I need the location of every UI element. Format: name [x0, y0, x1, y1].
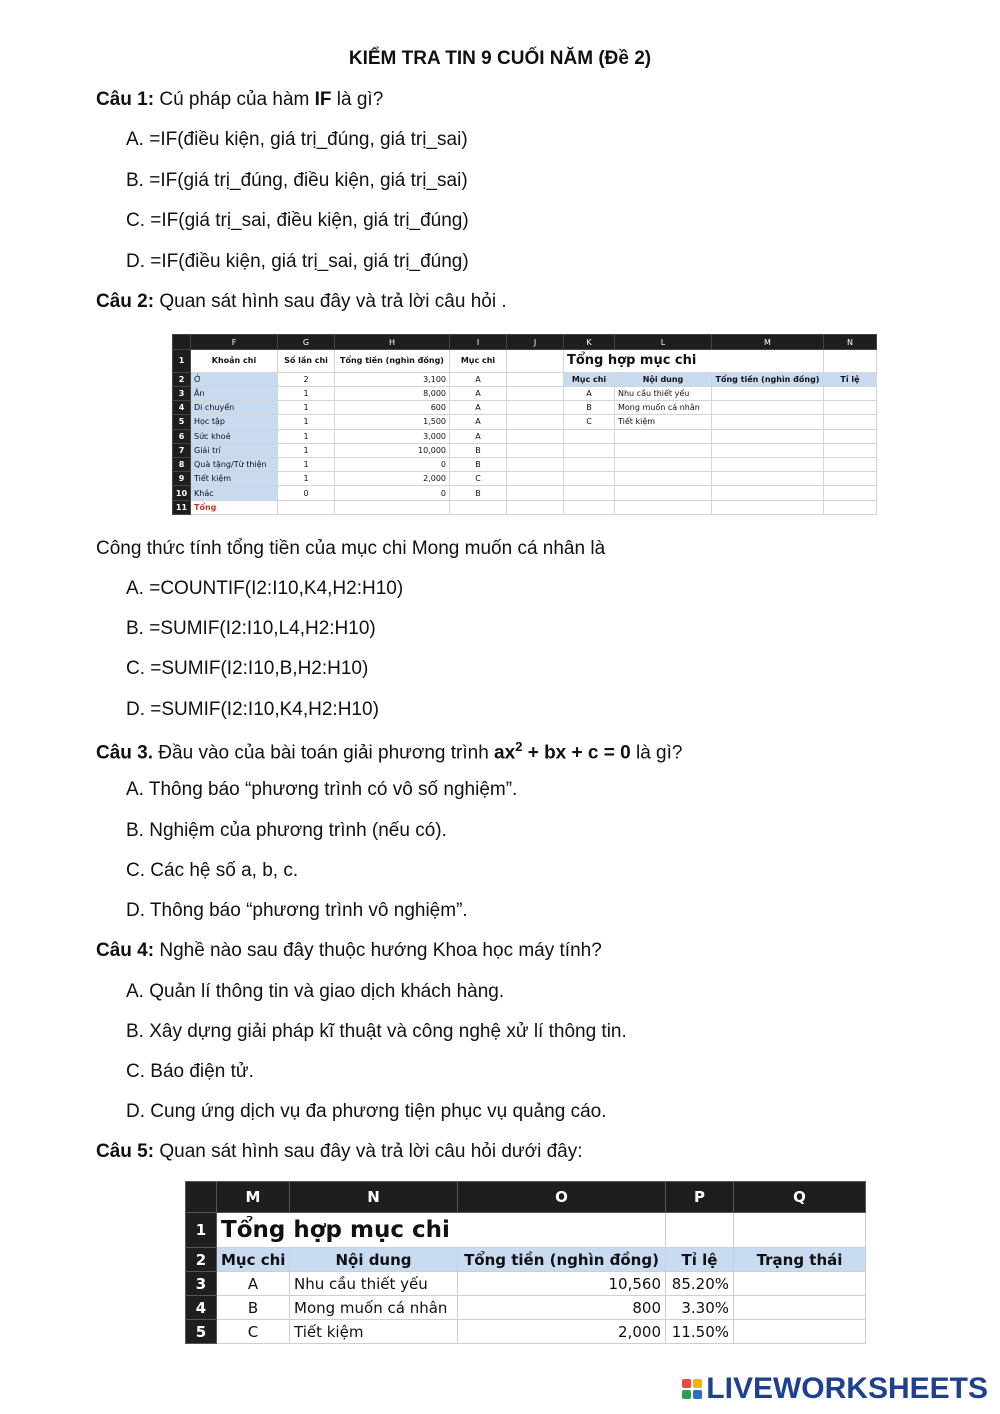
- table-header-cell: Tổng tiền (nghìn đồng): [458, 1248, 666, 1272]
- table-cell: 2: [278, 372, 335, 386]
- table-cell: B: [450, 443, 507, 457]
- question-text: Quan sát hình sau đây và trả lời câu hỏi dưới đây:: [154, 1141, 583, 1162]
- question-4: [96, 940, 602, 962]
- table-cell: Mong muốn cá nhân: [615, 401, 712, 415]
- table-cell: A: [450, 415, 507, 429]
- table-cell: A: [564, 386, 615, 400]
- table-cell: B: [217, 1296, 290, 1320]
- question-1: [96, 89, 383, 111]
- table-header-cell: Mục chi: [450, 350, 507, 372]
- table-cell: Khác: [191, 486, 278, 500]
- equation-part: + bx + c = 0: [522, 742, 631, 764]
- table-cell: 3,000: [335, 429, 450, 443]
- table-cell: B: [564, 401, 615, 415]
- table-cell: [507, 443, 564, 457]
- table-cell: [615, 458, 712, 472]
- q4-option-c[interactable]: C. Báo điện tử.: [126, 1061, 254, 1082]
- table-cell: [564, 458, 615, 472]
- column-header: L: [615, 335, 712, 350]
- table-cell: 10,000: [335, 443, 450, 457]
- row-number: 3: [173, 386, 191, 400]
- spreadsheet-summary: [185, 1181, 866, 1344]
- table-cell: [507, 500, 564, 514]
- column-header: J: [507, 335, 564, 350]
- table-row: [173, 500, 877, 514]
- table-cell: Nhu cầu thiết yếu: [290, 1272, 458, 1296]
- table-cell: [734, 1213, 866, 1248]
- table-cell: [564, 429, 615, 443]
- table-cell: 8,000: [335, 386, 450, 400]
- spreadsheet-expenses: [172, 334, 877, 515]
- column-header-row: [173, 335, 877, 350]
- question-3: [96, 739, 682, 764]
- q2-option-a[interactable]: A. =COUNTIF(I2:I10,K4,H2:H10): [126, 578, 404, 599]
- q3-option-c[interactable]: C. Các hệ số a, b, c.: [126, 860, 299, 881]
- equation-exponent: 2: [515, 739, 523, 754]
- q1-option-a[interactable]: A. =IF(điều kiện, giá trị_đúng, giá trị_sai): [126, 129, 468, 150]
- table-cell: C: [450, 472, 507, 486]
- column-header: O: [458, 1182, 666, 1213]
- table-row: [186, 1320, 866, 1344]
- summary-header-cell: Tổng tiền (nghìn đồng): [712, 372, 824, 386]
- table-cell: 2,000: [335, 472, 450, 486]
- table-cell: [507, 429, 564, 443]
- row-number: 4: [186, 1296, 217, 1320]
- table-row: [173, 486, 877, 500]
- q1-option-d[interactable]: D. =IF(điều kiện, giá trị_sai, giá trị_đúng): [126, 251, 469, 272]
- table-cell: [507, 401, 564, 415]
- table-cell: 800: [458, 1296, 666, 1320]
- row-number: 5: [173, 415, 191, 429]
- table-cell: A: [450, 386, 507, 400]
- table-cell: A: [450, 401, 507, 415]
- table-cell: Nhu cầu thiết yếu: [615, 386, 712, 400]
- page-title: KIỂM TRA TIN 9 CUỐI NĂM (Đề 2): [348, 48, 652, 69]
- question-label: Câu 4:: [96, 940, 155, 961]
- table-cell: [824, 500, 877, 514]
- equation-part: ax: [494, 742, 516, 764]
- table-cell: Ăn: [191, 386, 278, 400]
- column-header: K: [564, 335, 615, 350]
- table-cell: A: [450, 429, 507, 443]
- table-cell: C: [217, 1320, 290, 1344]
- summary-header-cell: Nội dung: [615, 372, 712, 386]
- q2-option-d[interactable]: D. =SUMIF(I2:I10,K4,H2:H10): [126, 699, 379, 720]
- table-cell: 11.50%: [666, 1320, 734, 1344]
- table-row: [173, 415, 877, 429]
- column-header: M: [217, 1182, 290, 1213]
- table-header-cell: Tổng tiền (nghìn đồng): [335, 350, 450, 372]
- table-cell: [712, 458, 824, 472]
- table-cell: 1: [278, 458, 335, 472]
- row-number: 8: [173, 458, 191, 472]
- question-5: [96, 1141, 583, 1163]
- column-header: I: [450, 335, 507, 350]
- table-cell: [712, 472, 824, 486]
- q2-option-b[interactable]: B. =SUMIF(I2:I10,L4,H2:H10): [126, 618, 376, 639]
- table-cell: [824, 401, 877, 415]
- table-cell: [824, 429, 877, 443]
- table-cell: [335, 500, 450, 514]
- row-number: 5: [186, 1320, 217, 1344]
- table-row: [173, 429, 877, 443]
- q1-option-c[interactable]: C. =IF(giá trị_sai, điều kiện, giá trị_đúng): [126, 210, 469, 231]
- table-cell: [450, 500, 507, 514]
- table-cell: B: [450, 458, 507, 472]
- table-row: [186, 1296, 866, 1320]
- table-cell: [564, 486, 615, 500]
- question-text-end: là gì?: [630, 742, 683, 764]
- table-cell: Di chuyển: [191, 401, 278, 415]
- table-cell: [734, 1296, 866, 1320]
- table-row: [173, 401, 877, 415]
- table-header-cell: Mục chi: [217, 1248, 290, 1272]
- table-cell: [734, 1320, 866, 1344]
- table-cell: Tiết kiệm: [290, 1320, 458, 1344]
- table-cell: 85.20%: [666, 1272, 734, 1296]
- table-row: [173, 350, 877, 372]
- logo-square: [693, 1379, 702, 1388]
- table-row: [173, 472, 877, 486]
- row-number: 3: [186, 1272, 217, 1296]
- table-cell: A: [450, 372, 507, 386]
- table-cell: 1: [278, 443, 335, 457]
- table-cell: [712, 500, 824, 514]
- table-cell: 1: [278, 472, 335, 486]
- table-row: [186, 1272, 866, 1296]
- q1-option-b[interactable]: B. =IF(giá trị_đúng, điều kiện, giá trị_sai): [126, 170, 468, 191]
- table-cell: [824, 415, 877, 429]
- table-cell: [824, 486, 877, 500]
- row-number: 11: [173, 500, 191, 514]
- table-cell: [712, 486, 824, 500]
- logo-square: [682, 1390, 691, 1399]
- table-cell: [712, 429, 824, 443]
- summary-header-cell: Mục chi: [564, 372, 615, 386]
- question-bold-text: IF: [314, 89, 332, 110]
- table-header-cell: Khoản chi: [191, 350, 278, 372]
- q4-option-d[interactable]: D. Cung ứng dịch vụ đa phương tiện phục vụ quảng cáo.: [126, 1101, 607, 1122]
- table-cell: Quà tặng/Từ thiện: [191, 458, 278, 472]
- table-cell: B: [450, 486, 507, 500]
- table-cell: 10,560: [458, 1272, 666, 1296]
- liveworksheets-logo: [682, 1372, 988, 1406]
- q3-option-b[interactable]: B. Nghiệm của phương trình (nếu có).: [126, 820, 447, 841]
- table-cell: Giải trí: [191, 443, 278, 457]
- table-cell: [615, 486, 712, 500]
- question-text-end: là gì?: [331, 89, 384, 110]
- row-number: 6: [173, 429, 191, 443]
- q4-option-a[interactable]: A. Quản lí thông tin và giao dịch khách hàng.: [126, 981, 505, 1002]
- column-header: P: [666, 1182, 734, 1213]
- table-row: [173, 458, 877, 472]
- table-cell: [824, 443, 877, 457]
- column-header: Q: [734, 1182, 866, 1213]
- q3-option-d[interactable]: D. Thông báo “phương trình vô nghiệm”.: [126, 900, 468, 921]
- table-cell: [824, 386, 877, 400]
- table-cell: 3.30%: [666, 1296, 734, 1320]
- table-cell: [507, 486, 564, 500]
- table-header-cell: Nội dung: [290, 1248, 458, 1272]
- row-number: 4: [173, 401, 191, 415]
- question-label: Câu 5:: [96, 1141, 155, 1162]
- table-cell: Tiết kiệm: [615, 415, 712, 429]
- table-cell: 0: [278, 486, 335, 500]
- table-row: [173, 372, 877, 386]
- table-cell: A: [217, 1272, 290, 1296]
- question-text: Quan sát hình sau đây và trả lời câu hỏi .: [154, 291, 507, 312]
- summary-title: Tổng hợp mục chi: [217, 1213, 666, 1248]
- table-cell: [507, 386, 564, 400]
- table-header-cell: Trạng thái: [734, 1248, 866, 1272]
- table-cell: [712, 443, 824, 457]
- column-header: F: [191, 335, 278, 350]
- question-2: [96, 291, 507, 313]
- table-cell: [824, 458, 877, 472]
- table-cell: Mong muốn cá nhân: [290, 1296, 458, 1320]
- table-cell: 0: [335, 458, 450, 472]
- table-cell: [507, 458, 564, 472]
- table-cell: [564, 443, 615, 457]
- column-header-row: [186, 1182, 866, 1213]
- summary-header-cell: Tỉ lệ: [824, 372, 877, 386]
- q3-option-a[interactable]: A. Thông báo “phương trình có vô số nghiệm”.: [126, 779, 518, 800]
- row-number: 2: [173, 372, 191, 386]
- table-cell: 2,000: [458, 1320, 666, 1344]
- table-cell: [615, 500, 712, 514]
- table-header-cell: Số lần chi: [278, 350, 335, 372]
- table-cell: [712, 415, 824, 429]
- table-row: [186, 1248, 866, 1272]
- logo-text: LIVEWORKSHEETS: [706, 1372, 988, 1405]
- table-cell: Tiết kiệm: [191, 472, 278, 486]
- liveworksheets-icon: [682, 1379, 702, 1399]
- sheet-corner: [186, 1182, 217, 1213]
- summary-title: Tổng hợp mục chi: [564, 350, 824, 372]
- table-cell: [564, 500, 615, 514]
- column-header: N: [290, 1182, 458, 1213]
- logo-square: [682, 1379, 691, 1388]
- table-cell: 3,100: [335, 372, 450, 386]
- table-cell: [712, 401, 824, 415]
- table-cell: 600: [335, 401, 450, 415]
- total-label: Tổng: [191, 500, 278, 514]
- logo-square: [693, 1390, 702, 1399]
- question-2-prompt: Công thức tính tổng tiền của mục chi Mong muốn cá nhân là: [96, 538, 606, 559]
- table-cell: [507, 350, 564, 372]
- table-cell: [615, 429, 712, 443]
- table-cell: [564, 472, 615, 486]
- table-cell: 1: [278, 429, 335, 443]
- table-cell: Học tập: [191, 415, 278, 429]
- table-cell: [615, 443, 712, 457]
- table-cell: [824, 350, 877, 372]
- table-cell: 1: [278, 386, 335, 400]
- question-text: Đầu vào của bài toán giải phương trình: [153, 742, 495, 764]
- sheet-corner: [173, 335, 191, 350]
- table-cell: [712, 386, 824, 400]
- table-cell: [824, 472, 877, 486]
- table-row: [186, 1213, 866, 1248]
- table-cell: [507, 472, 564, 486]
- column-header: N: [824, 335, 877, 350]
- table-row: [173, 386, 877, 400]
- q2-option-c[interactable]: C. =SUMIF(I2:I10,B,H2:H10): [126, 658, 369, 679]
- table-cell: [507, 415, 564, 429]
- row-number: 1: [186, 1213, 217, 1248]
- table-cell: [507, 372, 564, 386]
- row-number: 2: [186, 1248, 217, 1272]
- table-cell: Ở: [191, 372, 278, 386]
- question-label: Câu 1:: [96, 89, 155, 110]
- row-number: 1: [173, 350, 191, 372]
- table-cell: [666, 1213, 734, 1248]
- table-cell: 1,500: [335, 415, 450, 429]
- table-cell: [278, 500, 335, 514]
- question-label: Câu 2:: [96, 291, 155, 312]
- row-number: 7: [173, 443, 191, 457]
- question-text: Nghề nào sau đây thuộc hướng Khoa học máy tính?: [154, 940, 602, 961]
- table-cell: [734, 1272, 866, 1296]
- table-cell: 0: [335, 486, 450, 500]
- column-header: H: [335, 335, 450, 350]
- table-cell: Sức khoẻ: [191, 429, 278, 443]
- table-header-cell: Tỉ lệ: [666, 1248, 734, 1272]
- q4-option-b[interactable]: B. Xây dựng giải pháp kĩ thuật và công nghệ xử lí thông tin.: [126, 1021, 627, 1042]
- column-header: M: [712, 335, 824, 350]
- row-number: 10: [173, 486, 191, 500]
- column-header: G: [278, 335, 335, 350]
- table-cell: C: [564, 415, 615, 429]
- row-number: 9: [173, 472, 191, 486]
- question-label: Câu 3.: [96, 742, 154, 764]
- table-cell: 1: [278, 401, 335, 415]
- table-cell: [615, 472, 712, 486]
- question-text: Cú pháp của hàm: [154, 89, 315, 110]
- table-cell: 1: [278, 415, 335, 429]
- table-row: [173, 443, 877, 457]
